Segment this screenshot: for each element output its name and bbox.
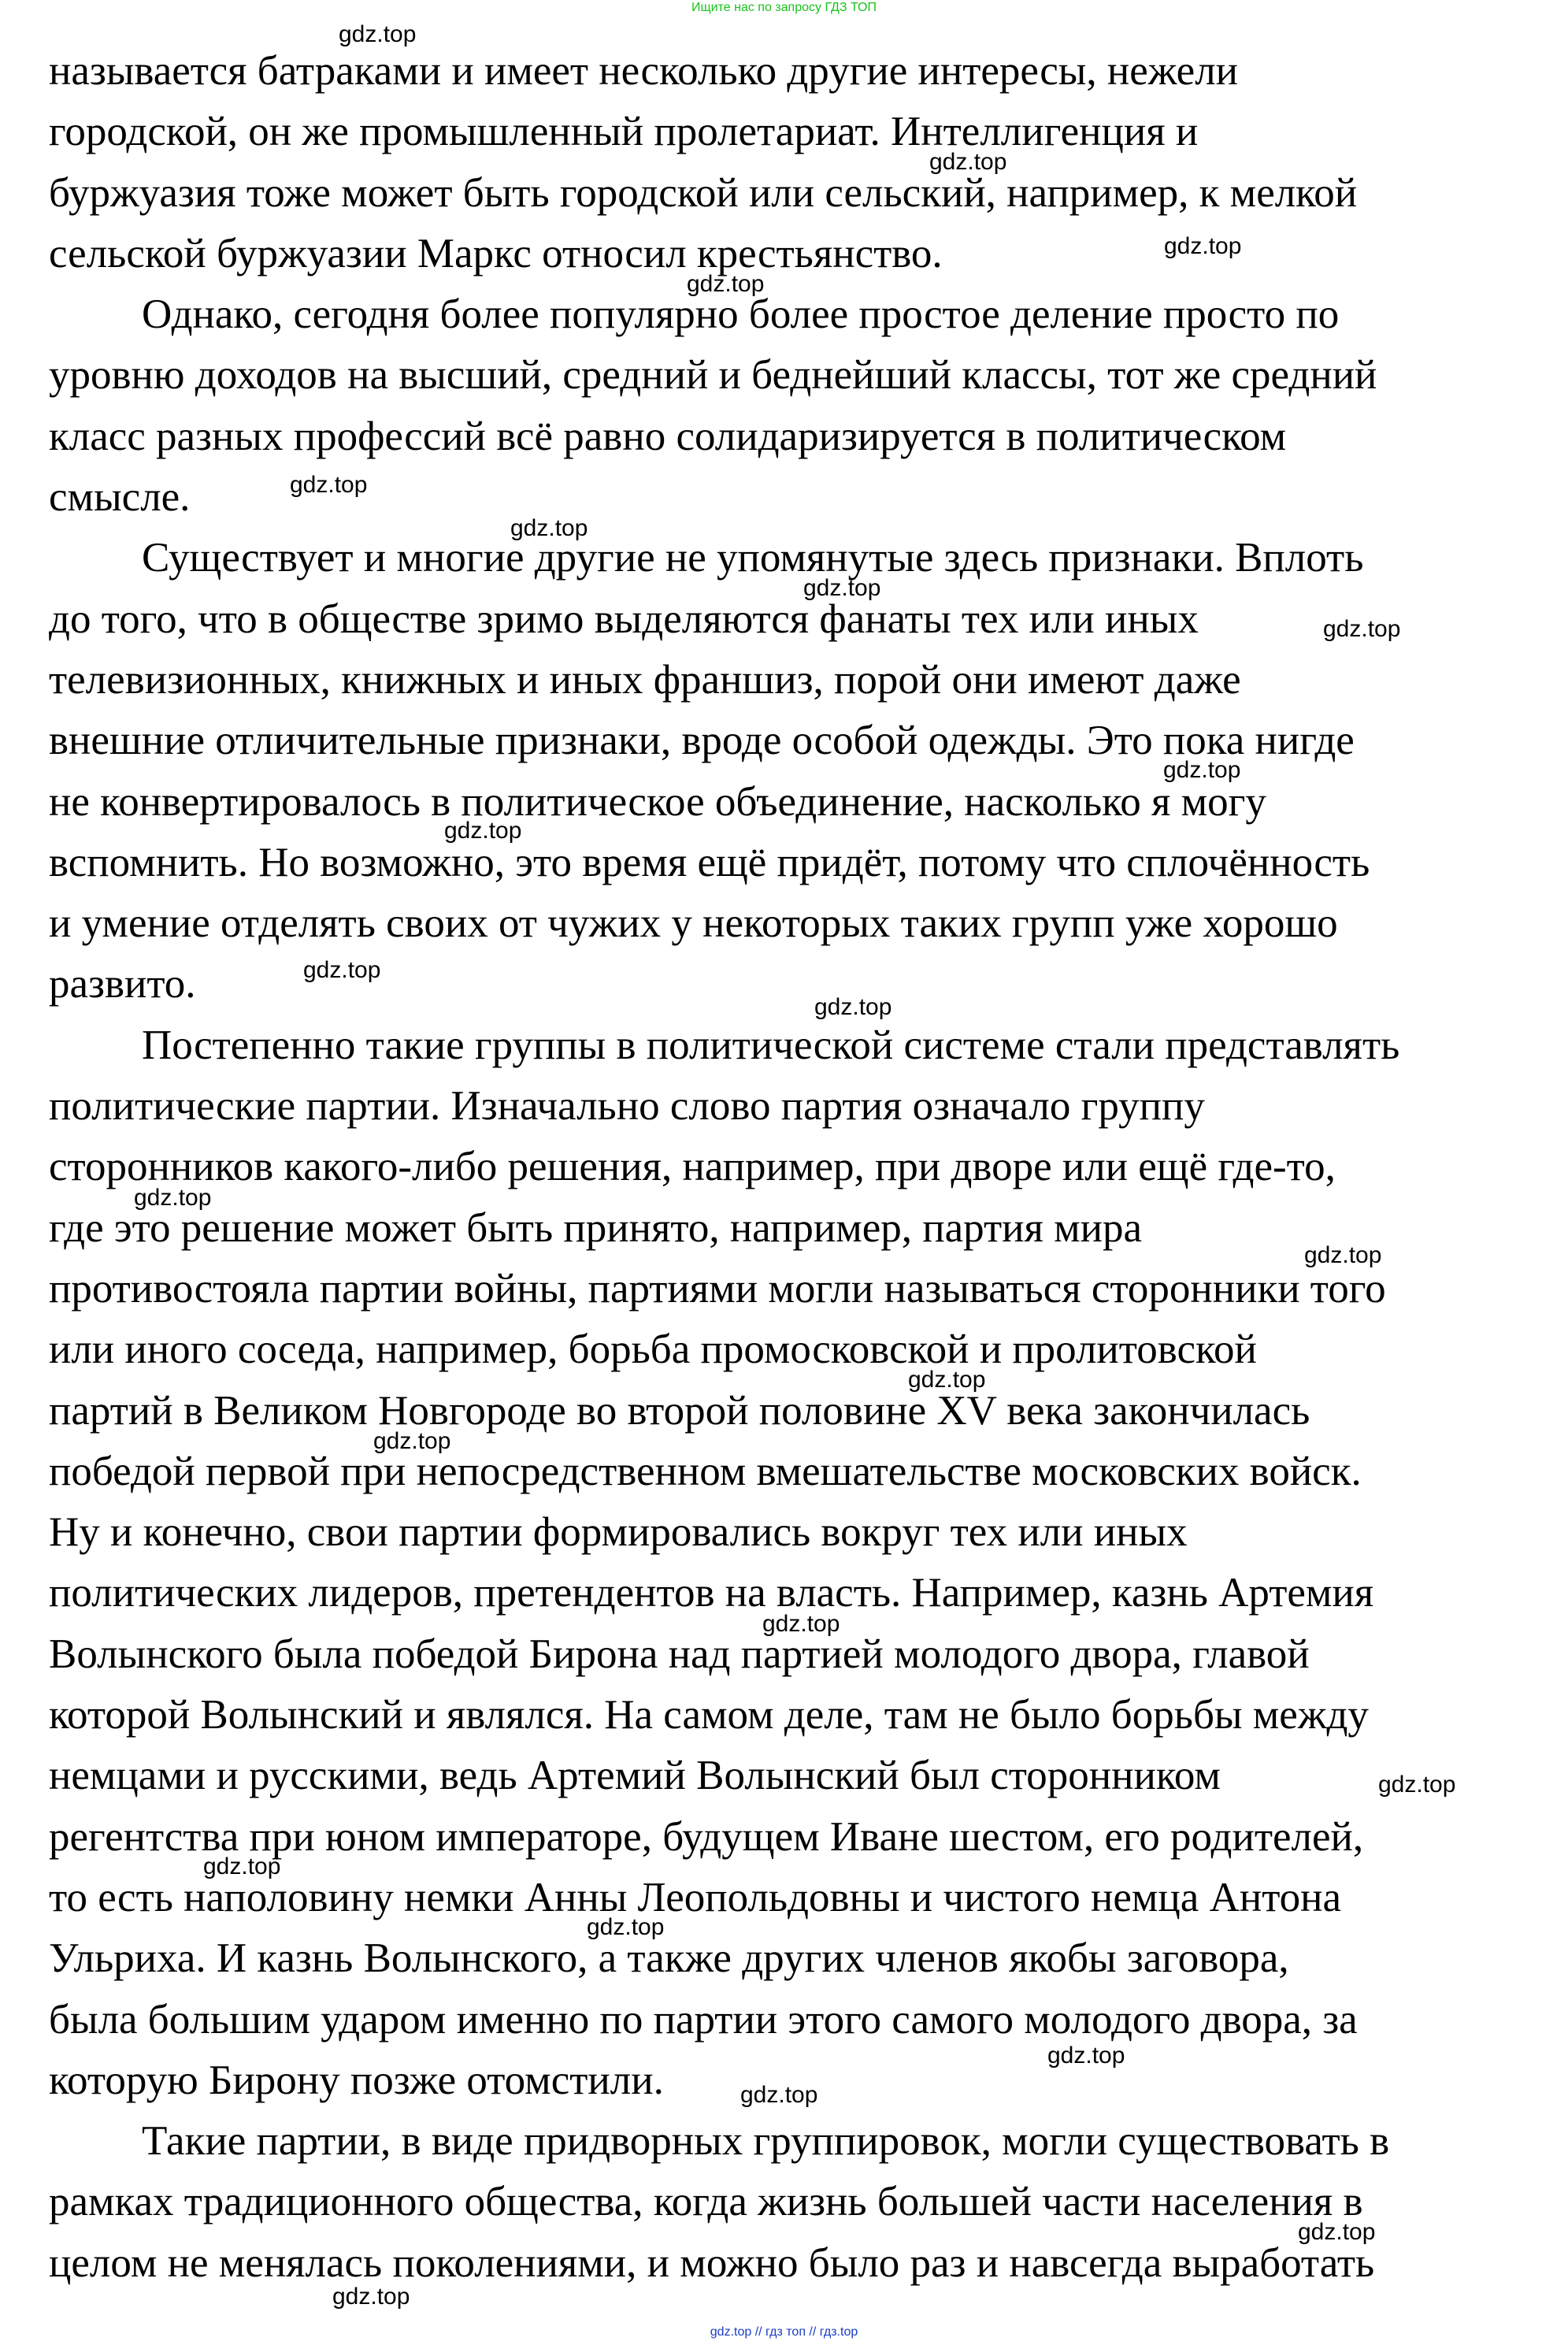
watermark: gdz.top xyxy=(1378,1772,1456,1798)
watermark: gdz.top xyxy=(510,515,588,541)
watermark: gdz.top xyxy=(1298,2219,1376,2245)
text-line: победой первой при непосредственном вмешательстве московских войск. xyxy=(49,1448,1362,1494)
text-line: целом не менялась поколениями, и можно было раз и навсегда выработать xyxy=(49,2239,1375,2286)
text-line: или иного соседа, например, борьба промосковской и пролитовской xyxy=(49,1326,1257,1373)
text-line: буржуазия тоже может быть городской или сельский, например, к мелкой xyxy=(49,169,1358,216)
watermark: gdz.top xyxy=(762,1611,840,1637)
watermark: gdz.top xyxy=(290,472,368,498)
text-line: до того, что в обществе зримо выделяются фанаты тех или иных xyxy=(49,596,1199,642)
watermark: gdz.top xyxy=(929,149,1007,175)
text-line: называется батраками и имеет несколько другие интересы, нежели xyxy=(49,48,1239,94)
document-body xyxy=(49,41,1545,2294)
footer-links[interactable]: gdz.top // гдз топ // гдз.top xyxy=(710,2325,858,2339)
watermark: gdz.top xyxy=(332,2284,410,2310)
text-line: регентства при юном императоре, будущем Иване шестом, его родителей, xyxy=(49,1813,1364,1860)
watermark: gdz.top xyxy=(444,818,522,844)
watermark: gdz.top xyxy=(803,575,881,601)
text-line: сельской буржуазии Маркс относил крестьянство. xyxy=(49,230,943,276)
paragraph xyxy=(49,1015,1545,2111)
text-line: Волынского была победой Бирона над партией молодого двора, главой xyxy=(49,1631,1310,1677)
text-line: которой Волынский и являлся. На самом деле, там не было борьбы между xyxy=(49,1692,1369,1738)
text-line: Такие партии, в виде придворных группировок, могли существовать в xyxy=(142,2118,1390,2165)
text-line: то есть наполовину немки Анны Леопольдовны и чистого немца Антона xyxy=(49,1874,1342,1920)
paragraph xyxy=(49,2111,1545,2294)
text-line: телевизионных, книжных и иных франшиз, порой они имеют даже xyxy=(49,656,1241,703)
text-line: сторонников какого-либо решения, например, при дворе или ещё где-то, xyxy=(49,1144,1336,1190)
watermark: gdz.top xyxy=(908,1367,986,1393)
watermark: gdz.top xyxy=(687,271,765,297)
text-line: была большим ударом именно по партии этого самого молодого двора, за xyxy=(49,1996,1358,2043)
text-line: немцами и русскими, ведь Артемий Волынский был сторонником xyxy=(49,1753,1221,1799)
watermark: gdz.top xyxy=(1047,2043,1125,2069)
text-line: где это решение может быть принято, например, партия мира xyxy=(49,1204,1143,1251)
text-line: внешние отличительные признаки, вроде особой одежды. Это пока нигде xyxy=(49,718,1355,764)
watermark: gdz.top xyxy=(814,994,892,1020)
text-line: и умение отделять своих от чужих у некоторых таких групп уже хорошо xyxy=(49,900,1338,947)
text-line: Ну и конечно, свои партии формировались вокруг тех или иных xyxy=(49,1509,1188,1556)
watermark: gdz.top xyxy=(1323,616,1401,642)
text-line: не конвертировалось в политическое объединение, насколько я могу xyxy=(49,778,1266,825)
text-line: противостояла партии войны, партиями могли называться сторонники того xyxy=(49,1265,1386,1312)
text-line: партий в Великом Новгороде во второй половине XV века закончилась xyxy=(49,1387,1310,1434)
top-banner: Ищите нас по запросу ГДЗ ТОП xyxy=(691,1,877,14)
watermark: gdz.top xyxy=(373,1428,451,1454)
watermark: gdz.top xyxy=(1164,233,1242,259)
text-line: Ульриха. И казнь Волынского, а также других членов якобы заговора, xyxy=(49,1935,1289,1982)
paragraph xyxy=(49,41,1545,284)
watermark: gdz.top xyxy=(1304,1242,1382,1268)
text-line: политические партии. Изначально слово партия означало группу xyxy=(49,1083,1205,1130)
text-line: Однако, сегодня более популярно более простое деление просто по xyxy=(142,291,1340,338)
watermark: gdz.top xyxy=(339,21,417,47)
text-line: Существует и многие другие не упомянутые здесь признаки. Вплоть xyxy=(142,535,1364,581)
text-line: развито. xyxy=(49,961,196,1007)
watermark: gdz.top xyxy=(203,1853,281,1879)
paragraph xyxy=(49,528,1545,1015)
text-line: уровню доходов на высший, средний и беднейший классы, тот же средний xyxy=(49,352,1377,399)
text-line: городской, он же промышленный пролетариат. Интеллигенция и xyxy=(49,109,1199,155)
paragraph xyxy=(49,284,1545,528)
watermark: gdz.top xyxy=(1163,757,1241,783)
watermark: gdz.top xyxy=(303,957,381,983)
text-line: класс разных профессий всё равно солидаризируется в политическом xyxy=(49,413,1287,459)
text-line: рамках традиционного общества, когда жизнь большей части населения в xyxy=(49,2179,1363,2225)
watermark: gdz.top xyxy=(740,2082,818,2108)
text-line: которую Бирону позже отомстили. xyxy=(49,2057,664,2103)
text-line: политических лидеров, претендентов на власть. Например, казнь Артемия xyxy=(49,1570,1374,1616)
watermark: gdz.top xyxy=(134,1185,212,1211)
watermark: gdz.top xyxy=(587,1914,665,1940)
text-line: вспомнить. Но возможно, это время ещё придёт, потому что сплочённость xyxy=(49,839,1370,885)
text-line: смысле. xyxy=(49,474,191,521)
text-line: Постепенно такие группы в политической системе стали представлять xyxy=(142,1022,1400,1068)
